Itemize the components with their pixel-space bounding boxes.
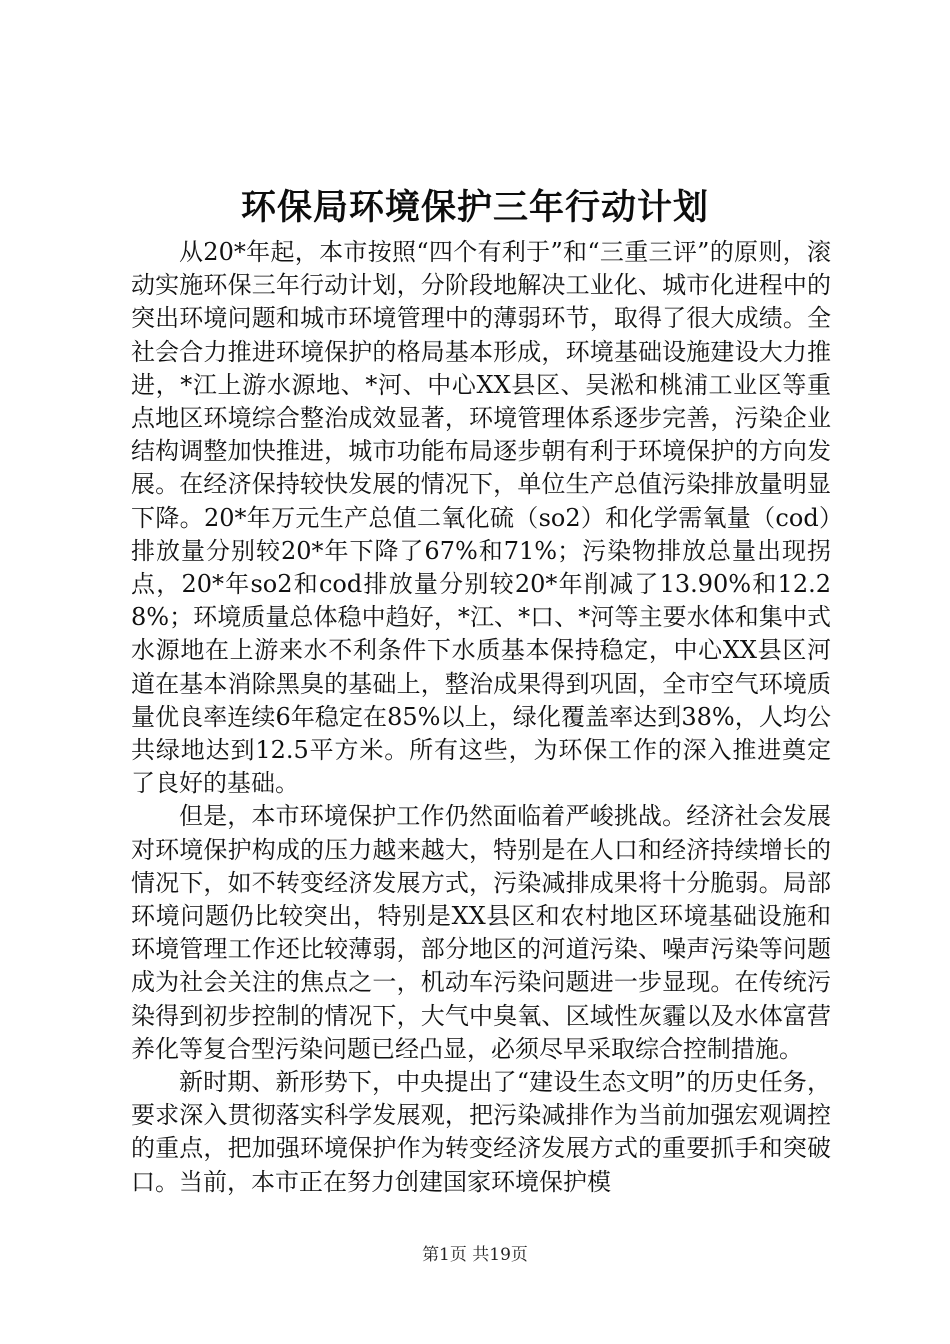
paragraph: 但是，本市环境保护工作仍然面临着严峻挑战。经济社会发展对环境保护构成的压力越来越大，特别是在人口和经济持续增长的情况下，如不转变经济发展方式，污染减排成果将十分脆弱。局部环境问题仍比较突出，特别是XX县区和农村地区环境基础设施和环境管理工作还比较薄弱，部分地区的河道污染、噪声污染等问题成为社会关注的焦点之一，机动车污染问题进一步显现。在传统污染得到初步控制的情况下，大气中臭氧、区域性灰霾以及水体富营养化等复合型污染问题已经凸显，必须尽早采取综合控制措施。 <box>131 802 831 1063</box>
paragraph: 从20*年起，本市按照“四个有利于”和“三重三评”的原则，滚动实施环保三年行动计划，分阶段地解决工业化、城市化进程中的突出环境问题和城市环境管理中的薄弱环节，取得了很大成绩。全社会合力推进环境保护的格局基本形成，环境基础设施建设大力推进，*江上游水源地、*河、中心XX县区、吴淞和桃浦工业区等重点地区环境综合整治成效显著，环境管理体系逐步完善，污染企业结构调整加快推进，城市功能布局逐步朝有利于环境保护的方向发展。在经济保持较快发展的情况下，单位生产总值污染排放量明显下降。20*年万元生产总值二氧化硫（so2）和化学需氧量（cod）排放量分别较20*年下降了67%和71%；污染物排放总量出现拐点，20*年so2和cod排放量分别较20*年削减了13.90%和12.28%；环境质量总体稳中趋好，*江、*口、*河等主要水体和集中式水源地在上游来水不利条件下水质基本保持稳定，中心XX县区河道在基本消除黑臭的基础上，整治成果得到巩固，全市空气环境质量优良率连续6年稳定在85%以上，绿化覆盖率达到38%，人均公共绿地达到12.5平方米。所有这些，为环保工作的深入推进奠定了良好的基础。 <box>131 238 831 798</box>
document-title: 环保局环境保护三年行动计划 <box>240 188 709 228</box>
page-footer: 第1页 共19页 <box>422 1245 528 1265</box>
paragraph: 新时期、新形势下，中央提出了“建设生态文明”的历史任务，要求深入贯彻落实科学发展观，把污染减排作为当前加强宏观调控的重点，把加强环境保护作为转变经济发展方式的重要抓手和突破口。当前，本市正在努力创建国家环境保护模 <box>131 1068 831 1196</box>
document-body <box>131 236 831 1199</box>
